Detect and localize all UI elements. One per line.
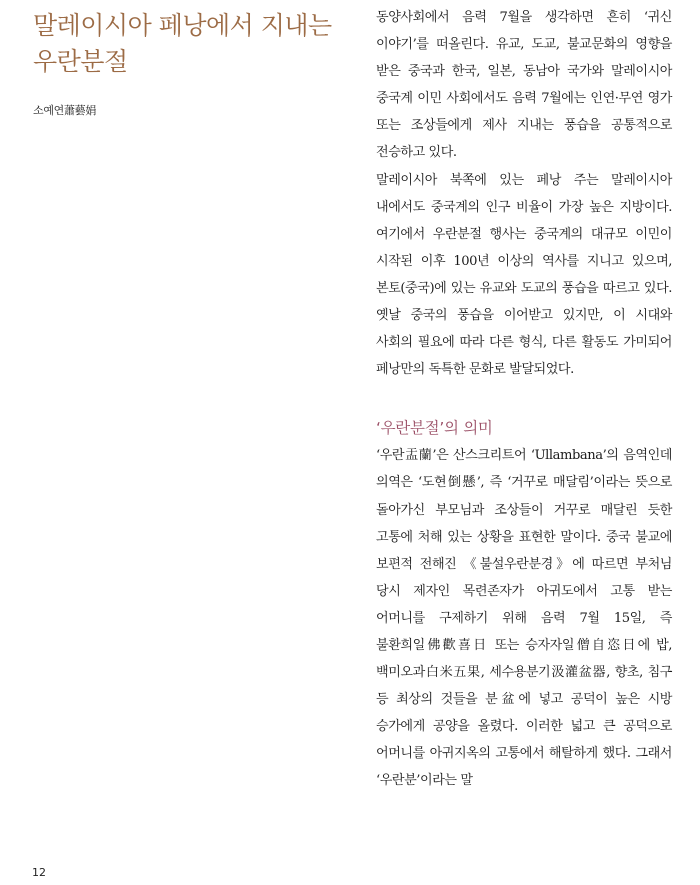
body-paragraph-1: 동양사회에서 음력 7월을 생각하면 흔히 ‘귀신 이야기’를 떠올린다. 유교, 도교, 불교문화의 영향을 받은 중국과 한국, 일본, 동남아 국가와 말레이시아 중국계 이민 사회에서도 음력 7월에는 인연·무연 영가 또는 조상들에게 제사 지내는 풍습을 공통적으로 전승하고 있다. — [376, 10, 672, 161]
body-paragraph-2: 말레이시아 북쪽에 있는 페낭 주는 말레이시아 내에서도 중국계의 인구 비율이 가장 높은 지방이다. 여기에서 우란분절 행사는 중국계의 대규모 이민이 시작된 이후 100년 이상의 역사를 지니고 있으며, 본토(중국)에 있는 유교와 도교의 풍습을 따르고 있다. 옛날 중국의 풍습을 이어받고 있지만, 이 시대와 사회의 필요에 따라 다른 형식, 다른 활동도 가미되어 페낭만의 독특한 문화로 발달되었다. — [376, 172, 672, 378]
article-title — [33, 0, 353, 80]
body-column — [376, 4, 672, 795]
author-name: 소예연蕭藝娟 — [33, 104, 97, 117]
page-number: 12 — [32, 866, 46, 879]
header-column — [33, 0, 353, 118]
title-line-2: 우란분절 — [33, 47, 128, 76]
body-paragraph-3: ‘우란盂蘭’은 산스크리트어 ‘Ullambana’의 음역인데 의역은 ‘도현倒懸’, 즉 ‘거꾸로 매달림’이라는 뜻으로 돌아가신 부모님과 조상들이 거꾸로 매달린 듯한 고통에 처해 있는 상황을 표현한 말이다. 중국 불교에 보편적 전해진 《불설우란분경》에 따르면 부처님 당시 제자인 목련존자가 아귀도에서 고통 받는 어머니를 구제하기 위해 음력 7월 15일, 즉 불환희일佛歡喜日 또는 승자자일僧自恣日에 밥, 백미오과白米五果, 세수용분기汲灌盆器, 향초, 침구 등 최상의 것들을 분盆에 넣고 공덕이 높은 시방 승가에게 공양을 올렸다. 이러한 넓고 큰 공덕으로 어머니를 아귀지옥의 고통에서 해탈하게 했다. 그래서 ‘우란분’이라는 말 — [376, 448, 672, 789]
title-line-1: 말레이시아 페낭에서 지내는 — [33, 11, 332, 40]
section-heading: ‘우란분절’의 의미 — [376, 419, 493, 438]
